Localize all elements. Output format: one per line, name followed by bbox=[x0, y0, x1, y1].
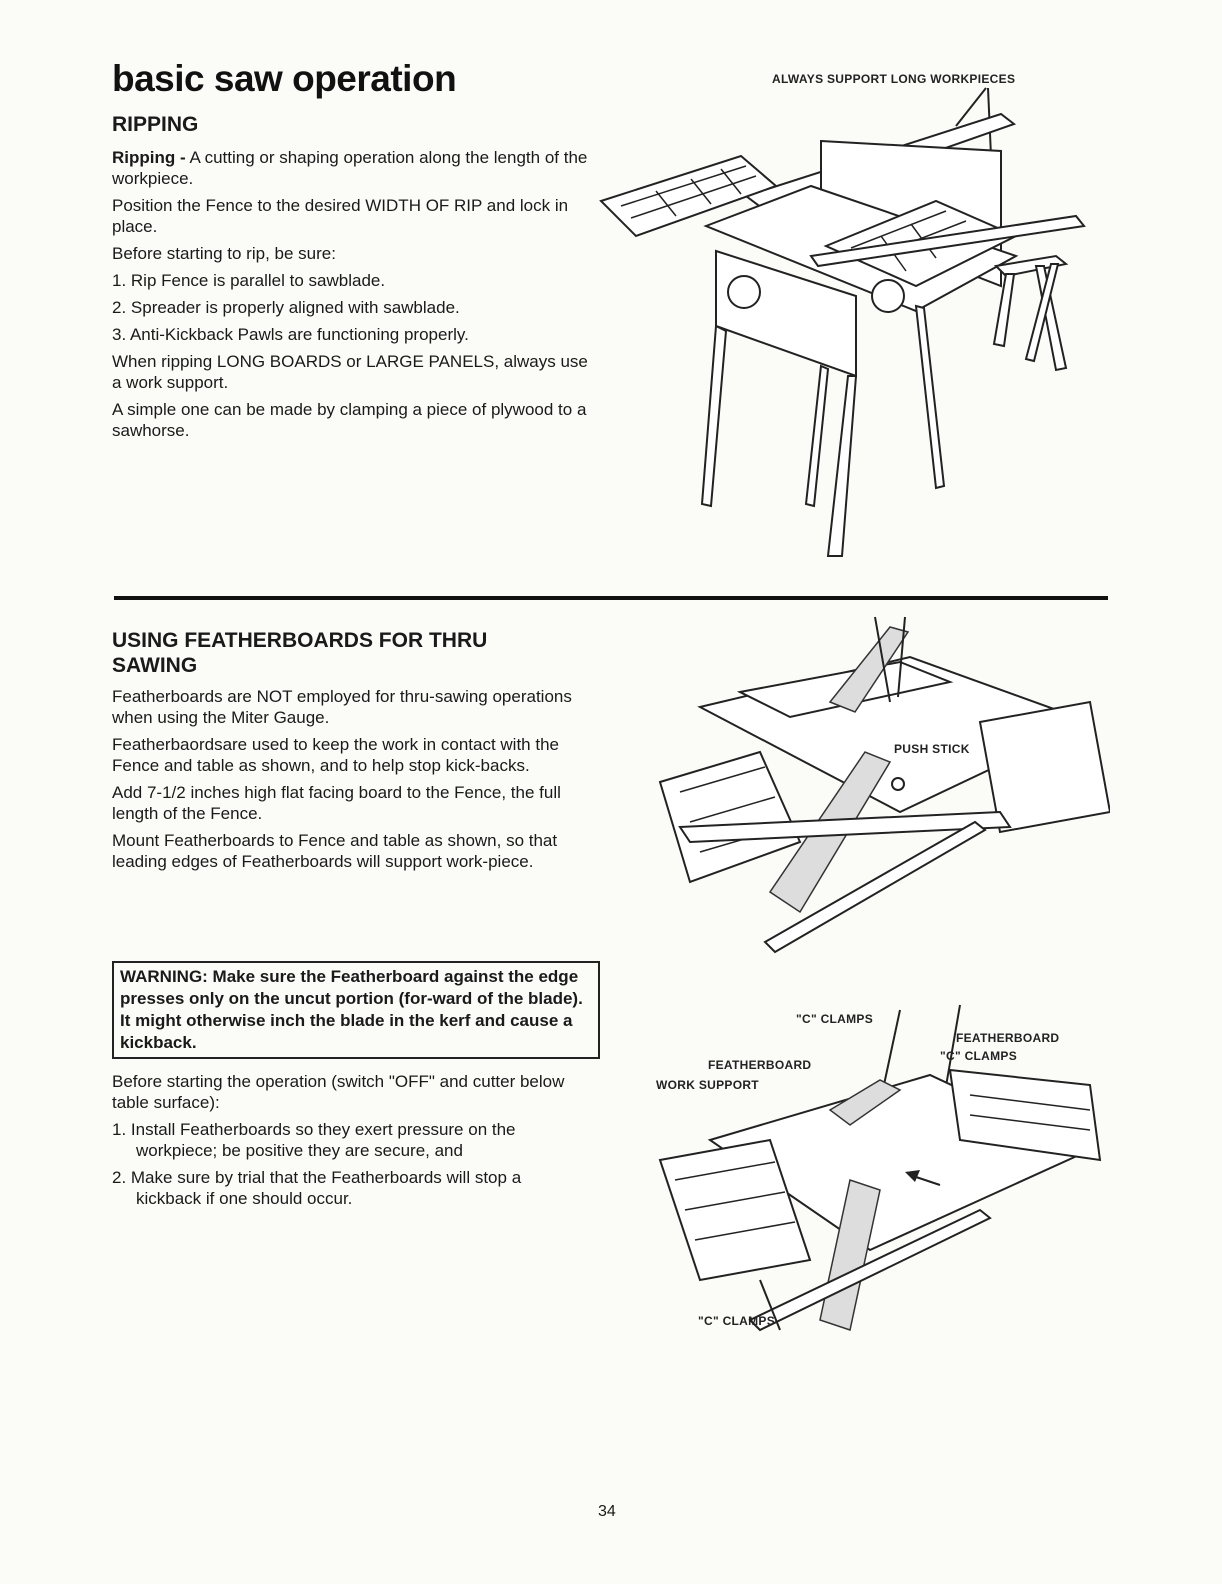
list-item: 1. Rip Fence is parallel to sawblade. bbox=[112, 271, 386, 290]
push-stick-illustration bbox=[650, 612, 1110, 972]
definition-text: A cutting or shaping operation along the length of the workpiece. bbox=[112, 148, 588, 188]
c-clamps-label-right: "C" CLAMPS bbox=[940, 1049, 1018, 1063]
ripping-p4: A simple one can be made by clamping a piece of plywood to a sawhorse. bbox=[112, 400, 587, 440]
featherboards-p2: Featherbaordsare used to keep the work in contact with the Fence and table as shown, and to help stop kick-backs. bbox=[112, 735, 559, 775]
ripping-p3: When ripping LONG BOARDS or LARGE PANELS, always use a work support. bbox=[112, 352, 588, 392]
saw-leg bbox=[702, 326, 726, 506]
table-saw-illustration bbox=[596, 86, 1096, 566]
featherboards-p1: Featherboards are NOT employed for thru-sawing operations when using the Miter Gauge. bbox=[112, 687, 572, 727]
section-divider bbox=[114, 596, 1108, 600]
featherboards-steps bbox=[112, 1071, 590, 1215]
saw-leg bbox=[828, 376, 856, 556]
ripping-heading: RIPPING bbox=[112, 113, 199, 136]
saw-leg bbox=[806, 366, 828, 506]
bevel-wheel bbox=[872, 280, 904, 312]
ripping-p2: Before starting to rip, be sure: bbox=[112, 244, 336, 263]
ripping-p1: Position the Fence to the desired WIDTH OF RIP and lock in place. bbox=[112, 196, 569, 236]
featherboards-section bbox=[112, 628, 590, 878]
c-clamps-label-bottom: "C" CLAMPS bbox=[698, 1314, 776, 1328]
left-wing bbox=[660, 752, 800, 882]
figure-label-support: ALWAYS SUPPORT LONG WORKPIECES bbox=[772, 72, 1016, 86]
warning-box: WARNING: Make sure the Featherboard against the edge presses only on the uncut portion (for-ward of the blade). It might otherwise inch the blade in the kerf and cause a kickback. bbox=[112, 961, 600, 1059]
featherboards-heading-line2: SAWING bbox=[112, 654, 198, 677]
featherboard-label-left: FEATHERBOARD bbox=[708, 1058, 812, 1072]
list-item: 2. Spreader is properly aligned with sawblade. bbox=[112, 298, 460, 317]
list-item: 1. Install Featherboards so they exert pressure on the workpiece; be positive they are secure, and bbox=[112, 1120, 516, 1160]
saw-leg bbox=[916, 306, 944, 488]
push-stick-label: PUSH STICK bbox=[894, 742, 970, 756]
table-insert-hole bbox=[892, 778, 904, 790]
featherboards-heading-line1: USING FEATHERBOARDS FOR THRU bbox=[112, 629, 488, 652]
ripping-section bbox=[112, 112, 590, 447]
page-number: 34 bbox=[598, 1503, 616, 1520]
featherboards-p5: Before starting the operation (switch "OFF" and cutter below table surface): bbox=[112, 1072, 565, 1112]
featherboards-p4: Mount Featherboards to Fence and table as shown, so that leading edges of Featherboards will support work-piece. bbox=[112, 831, 558, 871]
list-item: 3. Anti-Kickback Pawls are functioning properly. bbox=[112, 325, 469, 344]
featherboards-p3: Add 7-1/2 inches high flat facing board to the Fence, the full length of the Fence. bbox=[112, 783, 561, 823]
featherboard-label-right: FEATHERBOARD bbox=[956, 1031, 1060, 1045]
definition-term: Ripping - bbox=[112, 148, 186, 167]
ripping-definition bbox=[112, 147, 590, 189]
list-item: 2. Make sure by trial that the Featherboards will stop a kickback if one should occur. bbox=[112, 1168, 522, 1208]
elevation-wheel bbox=[728, 276, 760, 308]
work-support-label: WORK SUPPORT bbox=[656, 1078, 759, 1092]
page-title: basic saw operation bbox=[112, 58, 457, 99]
c-clamps-label-top: "C" CLAMPS bbox=[796, 1012, 874, 1026]
